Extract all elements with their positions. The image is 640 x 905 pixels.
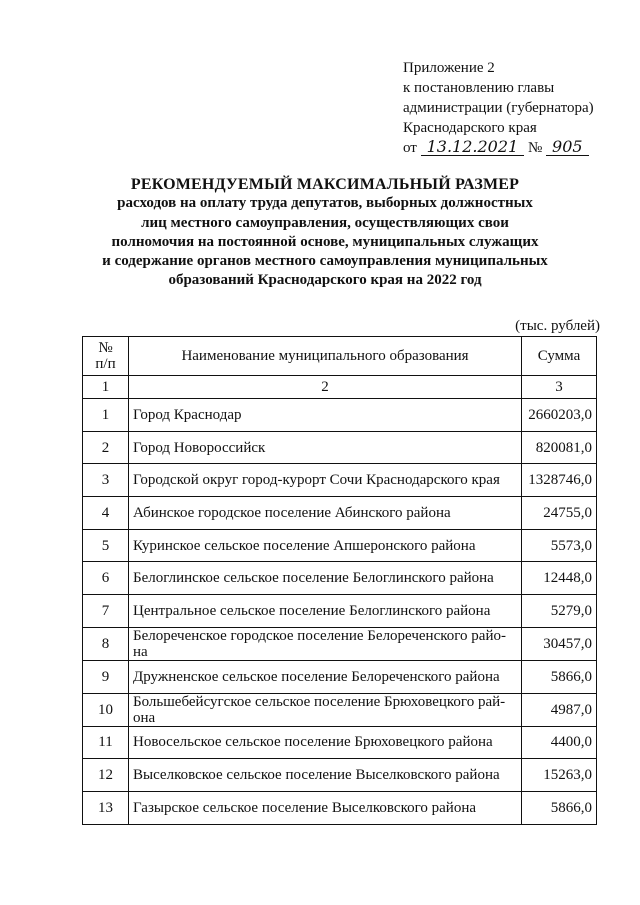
table-body [83,399,597,825]
title-line-6: образований Краснодарского края на 2022 год [168,272,482,289]
header-name: Наименование муниципального образования [129,337,522,376]
row-sum: 24755,0 [522,497,597,530]
table-row [83,529,597,562]
row-number: 4 [83,497,129,530]
table-index-row [83,376,597,399]
row-number: 5 [83,529,129,562]
row-name: Новосельское сельское поселение Брюховецкого района [129,726,522,759]
unit-label: (тыс. рублей) [515,318,600,334]
header-number [83,337,129,376]
row-number: 11 [83,726,129,759]
table-row [83,660,597,693]
row-name: Городской округ город-курорт Сочи Краснодарского края [129,464,522,497]
row-number: 13 [83,791,129,824]
row-name: Город Новороссийск [129,431,522,464]
row-name: Город Краснодар [129,399,522,432]
title-line-2: расходов на оплату труда депутатов, выборных должностных [117,195,533,212]
row-name: Абинское городское поселение Абинского района [129,497,522,530]
row-name: Выселковское сельское поселение Выселковского района [129,759,522,792]
table-row [83,497,597,530]
title-line-4: полномочия на постоянной основе, муниципальных служащих [111,233,539,250]
row-sum: 1328746,0 [522,464,597,497]
title-line-5: и содержание органов местного самоуправления муниципальных [102,253,548,270]
row-sum: 2660203,0 [522,399,597,432]
row-sum: 5866,0 [522,791,597,824]
row-number: 9 [83,660,129,693]
table-row [83,726,597,759]
row-sum: 5573,0 [522,529,597,562]
table-row [83,627,597,660]
index-cell-3: 3 [522,376,597,399]
table-header-row [83,337,597,376]
title-line-1: РЕКОМЕНДУЕМЫЙ МАКСИМАЛЬНЫЙ РАЗМЕР [130,176,520,193]
row-name: Центральное сельское поселение Белоглинского района [129,595,522,628]
index-cell-2: 2 [129,376,522,399]
annex-block [403,58,633,158]
row-sum: 15263,0 [522,759,597,792]
row-name: Белореченское городское поселение Белореченского райо-на [129,627,522,660]
row-name: Белоглинское сельское поселение Белоглинского района [129,562,522,595]
table-row [83,693,597,726]
row-sum: 820081,0 [522,431,597,464]
header-number-line-2: п/п [95,356,116,372]
handwritten-number: 905 [546,139,589,156]
row-number: 3 [83,464,129,497]
table-row [83,399,597,432]
row-sum: 5866,0 [522,660,597,693]
header-sum: Сумма [522,337,597,376]
header-number-line-1: № [98,340,113,356]
row-name: Газырское сельское поселение Выселковского района [129,791,522,824]
row-sum: 4987,0 [522,693,597,726]
budget-table [82,336,597,825]
row-number: 8 [83,627,129,660]
annex-line-2: к постановлению главы [403,80,555,96]
annex-date-line [403,138,633,158]
number-prefix: № [527,140,543,156]
document-title [60,175,590,291]
row-sum: 4400,0 [522,726,597,759]
row-sum: 12448,0 [522,562,597,595]
table-row [83,759,597,792]
handwritten-date: 13.12.2021 [421,139,525,156]
table-row [83,562,597,595]
row-name: Дружненское сельское поселение Белореченского района [129,660,522,693]
annex-line-3: администрации (губернатора) [403,100,594,116]
row-number: 10 [83,693,129,726]
title-line-3: лиц местного самоуправления, осуществляющих свои [141,214,509,231]
index-cell-1: 1 [83,376,129,399]
row-number: 2 [83,431,129,464]
table-row [83,431,597,464]
date-prefix: от [403,140,417,156]
row-sum: 5279,0 [522,595,597,628]
table-row [83,595,597,628]
row-number: 6 [83,562,129,595]
table-row [83,791,597,824]
row-sum: 30457,0 [522,627,597,660]
row-number: 7 [83,595,129,628]
row-number: 12 [83,759,129,792]
annex-line-4: Краснодарского края [403,120,537,136]
table-row [83,464,597,497]
row-number: 1 [83,399,129,432]
row-name: Куринское сельское поселение Апшеронского района [129,529,522,562]
annex-line-1: Приложение 2 [403,60,495,76]
row-name: Большебейсугское сельское поселение Брюховецкого рай-она [129,693,522,726]
